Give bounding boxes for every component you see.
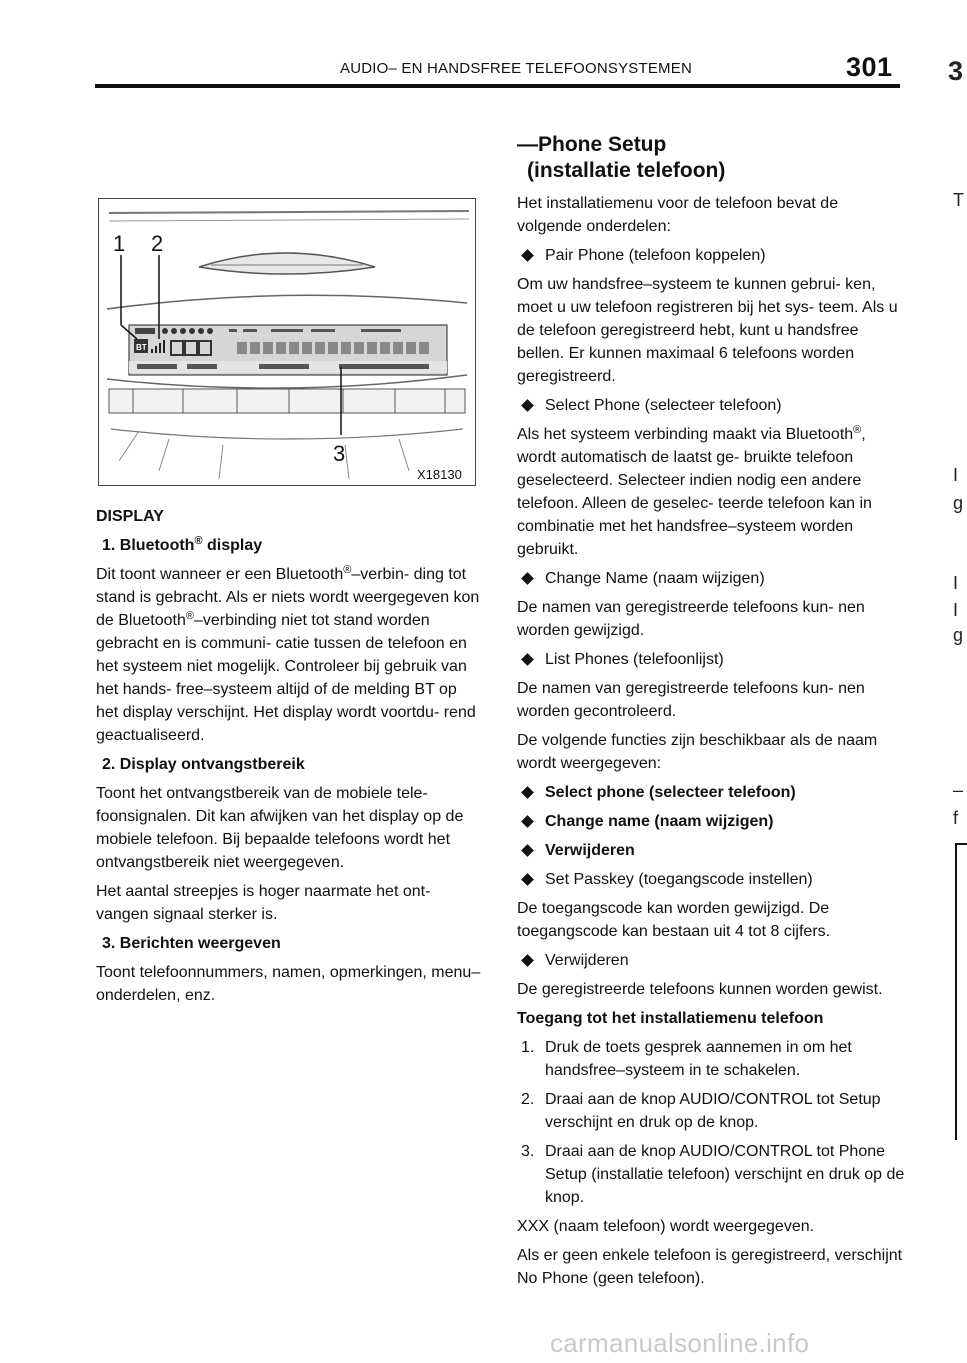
bullet-select-phone: Select Phone (selecteer telefoon): [517, 394, 907, 417]
bullet-change-name: Change Name (naam wijzigen): [517, 567, 907, 590]
item1-heading: [102, 534, 481, 557]
registered-mark: ®: [853, 424, 862, 436]
change-paragraph: De namen van geregistreerde telefoons kun- nen worden gewijzigd.: [517, 599, 865, 639]
item3-heading: 3. Berichten weergeven: [102, 935, 281, 952]
section-title-line2: (installatie telefoon): [527, 159, 726, 182]
registered-mark: ®: [194, 535, 203, 547]
bullet-list-phones: List Phones (telefoonlijst): [517, 648, 907, 671]
section-title-line1: —Phone Setup: [517, 133, 667, 156]
clipped-char: 3: [948, 56, 964, 86]
bullet-select-phone-bold: Select phone (selecteer telefoon): [517, 781, 907, 804]
radio-display-figure: [98, 198, 476, 486]
step-1: [517, 1036, 907, 1082]
radio-display-illustration: [99, 199, 475, 485]
display-heading: DISPLAY: [96, 508, 164, 525]
header-rule: [95, 84, 900, 88]
xxx-paragraph: XXX (naam telefoon) wordt weergegeven.: [517, 1218, 815, 1235]
intro-paragraph: Het installatiemenu voor de telefoon bevat de volgende onderdelen:: [517, 195, 839, 235]
item3-paragraph: Toont telefoonnummers, namen, opmerkingen, menu–onderdelen, enz.: [96, 964, 481, 1004]
bullet-set-passkey: Set Passkey (toegangscode instellen): [517, 868, 907, 891]
bullet-delete: Verwijderen: [517, 949, 907, 972]
step-number: 2.: [521, 1091, 535, 1108]
item1-heading-b: display: [202, 537, 263, 554]
registered-mark: ®: [343, 564, 352, 576]
next-page-frame: [955, 843, 967, 1140]
item1-text-1: Dit toont wanneer er een Bluetooth: [96, 566, 344, 583]
step-number: 3.: [521, 1143, 535, 1160]
callout-3: 3: [333, 441, 346, 466]
registered-mark: ®: [185, 610, 194, 622]
step-3: [517, 1140, 907, 1209]
pair-paragraph: Om uw handsfree–systeem te kunnen gebrui- ken, moet u uw telefoon registreren bij het sys- teem. Als u de telefoon geregistreerd hebt, kunt u handsfree bellen. Er kunnen maximaal 6 telefoons worden geregistreerd.: [517, 276, 898, 385]
functions-paragraph: De volgende functies zijn beschikbaar als de naam wordt weergegeven:: [517, 732, 878, 772]
running-header: AUDIO– EN HANDSFREE TELEFOONSYSTEMEN: [340, 60, 692, 77]
clipped-char: I: [953, 573, 959, 593]
bullet-delete-bold: Verwijderen: [517, 839, 907, 862]
clipped-char: g: [953, 625, 964, 645]
item2-heading: 2. Display ontvangstbereik: [102, 756, 305, 773]
list-paragraph: De namen van geregistreerde telefoons kun- nen worden gecontroleerd.: [517, 680, 865, 720]
clipped-char: I: [953, 465, 959, 485]
access-heading: Toegang tot het installatiemenu telefoon: [517, 1010, 824, 1027]
figure-code: X18130: [417, 467, 462, 482]
select-text-2: , wordt automatisch de laatst ge- bruikte telefoon geselecteerd. Selecteer indien nodig een andere telefoon. Alleen de geselec- teerde telefoon kan in combinatie met het handsfree–systeem worden gebruikt.: [517, 426, 872, 558]
clipped-char: g: [953, 493, 964, 513]
page-number: 301: [846, 52, 893, 82]
left-column: [96, 505, 481, 1013]
step-text: Draai aan de knop AUDIO/CONTROL tot Phone Setup (installatie telefoon) verschijnt en druk op de knop.: [545, 1143, 905, 1206]
item1-text-2: –verbin- ding tot stand is gebracht. Als er niets wordt weergegeven kon de Bluetooth: [96, 566, 480, 629]
item2-paragraph: Toont het ontvangstbereik van de mobiele tele- foonsignalen. Dit kan afwijken van het display op de mobiele telefoon. Bij bepaalde telefoons wordt het ontvangstbereik niet weergegeven.: [96, 785, 464, 871]
step-number: 1.: [521, 1039, 535, 1056]
delete-paragraph: De geregistreerde telefoons kunnen worden gewist.: [517, 981, 883, 998]
item1-paragraph: [96, 563, 481, 747]
clipped-char: f: [953, 808, 959, 828]
select-paragraph: [517, 423, 907, 561]
clipped-char: –: [953, 780, 964, 800]
bullet-pair-phone: Pair Phone (telefoon koppelen): [517, 244, 907, 267]
step-text: Draai aan de knop AUDIO/CONTROL tot Setup verschijnt en druk op de knop.: [545, 1091, 881, 1131]
watermark: carmanualsonline.info: [550, 1328, 810, 1358]
callout-1: 1: [113, 231, 126, 256]
item1-text-3: –verbinding niet tot stand worden gebracht en is communi- catie tussen de telefoon en het systeem niet mogelijk. Controleer bij gebruik van het hands- free–systeem altijd of de melding BT op het display verschijnt. Het display wordt voortdu- rend geactualiseerd.: [96, 612, 476, 744]
section-title: [517, 132, 907, 184]
passkey-paragraph: De toegangscode kan worden gewijzigd. De toegangscode kan bestaan uit 4 tot 8 cijfers.: [517, 900, 831, 940]
bullet-change-name-bold: Change name (naam wijzigen): [517, 810, 907, 833]
step-2: [517, 1088, 907, 1134]
right-column: [517, 132, 907, 1296]
item1-heading-a: 1. Bluetooth: [102, 537, 195, 554]
item2-paragraph-b: Het aantal streepjes is hoger naarmate het ont- vangen signaal sterker is.: [96, 883, 431, 923]
clipped-char: I: [953, 600, 959, 620]
select-text-1: Als het systeem verbinding maakt via Bluetooth: [517, 426, 854, 443]
callout-2: 2: [151, 231, 164, 256]
svg-text:BT: BT: [136, 343, 147, 352]
no-phone-paragraph: Als er geen enkele telefoon is geregistreerd, verschijnt No Phone (geen telefoon).: [517, 1247, 903, 1287]
step-text: Druk de toets gesprek aannemen in om het handsfree–systeem in te schakelen.: [545, 1039, 852, 1079]
clipped-char: T: [953, 190, 964, 210]
